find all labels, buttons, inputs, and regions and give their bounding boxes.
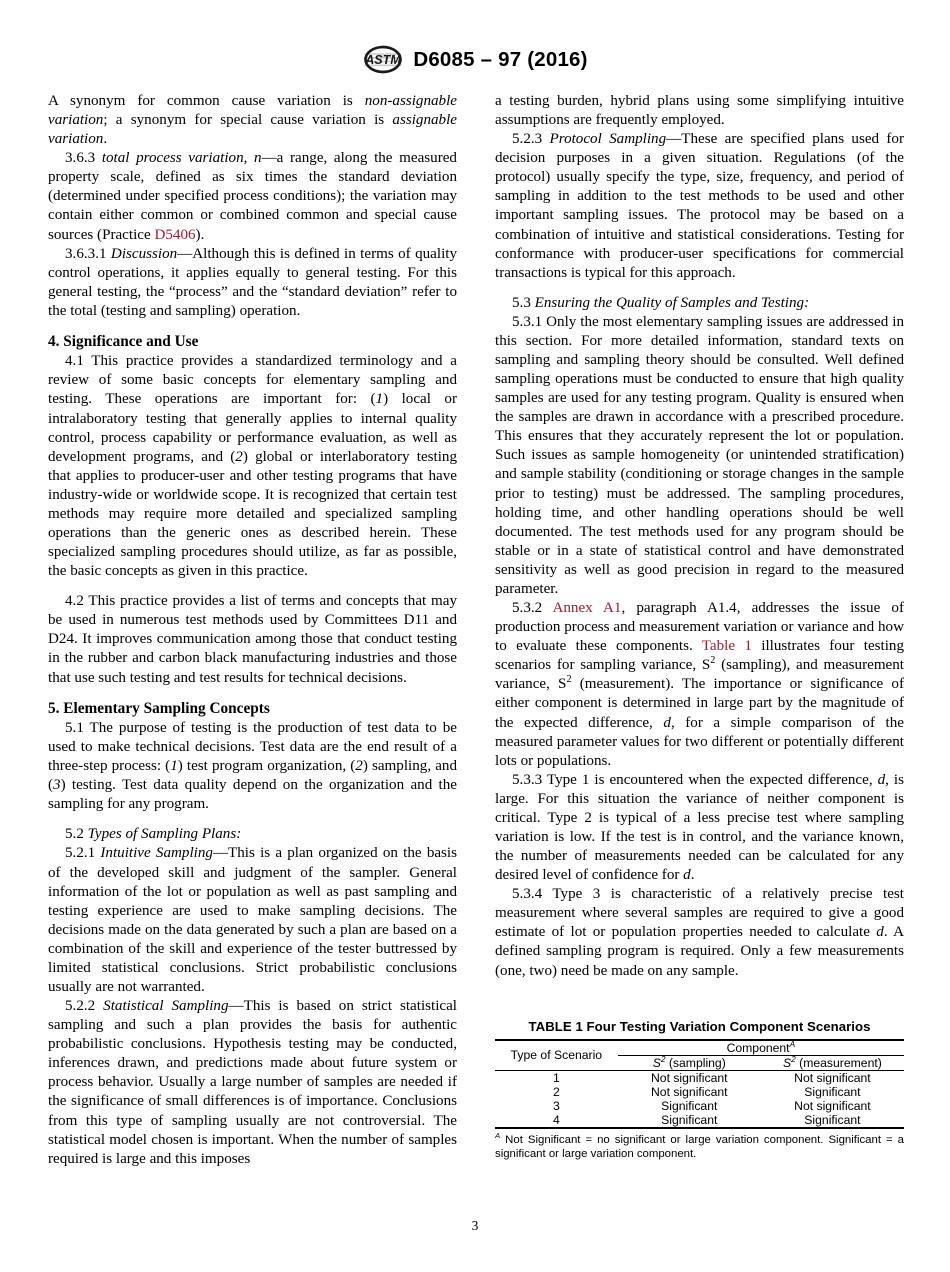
text-run: . [103, 131, 108, 148]
cell-measurement: Significant [804, 1084, 861, 1099]
text-run: 5.3.4 Type 3 is characteristic of a relatively precise test measurement where several samples are required to give a good estimate of lot or population properties needed to calculate [495, 886, 904, 941]
paragraph-synonym [48, 92, 457, 149]
paragraph-4-1 [48, 352, 457, 581]
clause-number: 5.2 [65, 826, 88, 843]
clause-number: 5.2.1 [65, 845, 101, 862]
text-run: 5.3.3 Type 1 is encountered when the expected difference, [512, 771, 878, 788]
cell-sampling: Not significant [650, 1084, 728, 1099]
enum-italic: 2 [355, 758, 363, 775]
superscript-2: 2 [791, 1053, 796, 1064]
heading-section-5: 5. Elementary Sampling Concepts [48, 699, 270, 717]
cell-sampling: Significant [618, 1113, 761, 1128]
text-run: , paragraph A1.4, addresses the issue of production process and measurement variation or variance and how to evaluate these components. [495, 600, 904, 655]
header-s2-sampling [618, 1055, 761, 1070]
term-italic: total process variation, n [101, 150, 262, 167]
cell-measurement: Significant [761, 1113, 904, 1128]
table-title: TABLE 1 Four Testing Variation Component Scenarios [528, 1018, 871, 1034]
header-s2-measurement [761, 1055, 904, 1070]
table-row [495, 1085, 904, 1099]
enum-italic: 2 [235, 448, 243, 465]
header-type-of-scenario: Type of Scenario [495, 1040, 618, 1071]
paragraph-4-2: 4.2 This practice provides a list of terms and concepts that may be used in numerous test methods used by Committees D11 and D24. It improves communication among those that conduct testing in the rubber and carbon black manufacturing industries and those that use such testing and test results for technical decisions. [48, 593, 457, 686]
heading-section-4: 4. Significance and Use [48, 332, 199, 350]
enum-italic: 1 [170, 758, 178, 775]
term-italic: Types of Sampling Plans: [87, 826, 242, 843]
paragraph-5-1 [48, 719, 457, 814]
page-number: 3 [471, 1218, 479, 1233]
text-run: ) test program organization, ( [177, 758, 356, 775]
paragraph-3-6-3 [48, 149, 457, 244]
footnote-marker-a: A [495, 1130, 501, 1140]
text-run: (measurement). The importance or significance of either component is determined in large part by the magnitude of the expected difference, [495, 676, 904, 731]
svg-text:ASTM: ASTM [365, 53, 402, 68]
cell-measurement: Not significant [794, 1098, 871, 1113]
text-run: —Although this is defined in terms of quality control operations, it applies equally to general testing. For this general testing, the “process” and the “standard deviation” refer to the total (testing and sampling) operation. [48, 245, 458, 319]
paragraph-5-2-3 [495, 130, 904, 283]
link-annex-a1[interactable]: Annex A1 [552, 600, 622, 617]
paragraph-5-3 [495, 294, 904, 313]
symbol-italic: d [877, 771, 886, 788]
table-footnote [495, 1130, 904, 1162]
paragraph-5-3-3 [495, 771, 904, 885]
table-variation-component-scenarios [495, 1039, 904, 1129]
text-run: ) testing. Test data quality depend on the organization and the sampling for any program. [48, 777, 457, 813]
paragraph-5-2 [48, 825, 457, 844]
text-run: . A defined sampling program is required. Only a few measurements (one, two) need be made on any sample. [495, 924, 904, 979]
right-column [495, 92, 904, 1169]
left-column [48, 92, 457, 1169]
text-run: 5.1 The purpose of testing is the production of test data to be used to make technical decisions. Test data are the end result of a three-step process: ( [48, 719, 457, 775]
link-d5406[interactable]: D5406 [154, 226, 196, 243]
term-italic: Discussion [110, 245, 178, 262]
paragraph-5-3-2 [495, 599, 904, 771]
clause-number: 3.6.3 [65, 150, 102, 167]
paragraph-3-6-3-1 [48, 245, 457, 321]
superscript: 2 [566, 674, 572, 686]
text-run: —This is based on strict statistical sampling and such a plan provides the basis for authentic probabilistic conclusions. Hypothesis testing may be conducted, inferences drawn, and predictions made about future system or process behavior. Usually a large number of samples are needed if the significance of small differences is of importance. Conclusions from this type of sampling usually are not controversial. The statistical model chosen is important. When the number of samples required is large and this imposes [48, 998, 458, 1167]
paragraph-5-2-2 [48, 997, 457, 1169]
text-run: , is large. For this situation the variance of neither component is critical. Type 2 is typical of a less precise test where sampling variation is low. If the test is in control, and the variance known, the number of measurements needed can be calculated for any desired level of confidence for [495, 771, 904, 884]
clause-number: 5.3 [512, 294, 535, 311]
cell-scenario: 4 [495, 1113, 618, 1128]
two-column-body [48, 92, 904, 1169]
text-run: —This is a plan organized on the basis of the developed skill and judgment of the sampler. General information of the lot or population as well as past sampling and testing experience are used to make sampling decisions. The decisions made on the data generated by such a plan are based on a combination of the skill and experience of the tester buttressed by limited statistical conclusions. Strict probabilistic conclusions usually are not warranted. [48, 845, 458, 995]
cell-measurement: Not significant [761, 1070, 904, 1085]
superscript-2: 2 [660, 1053, 666, 1064]
document-designation: D6085 – 97 (2016) [413, 47, 588, 71]
cell-sampling: Significant [661, 1098, 718, 1113]
text-run: —a range, along the measured property scale, defined as six times the standard deviation (determined under specified process conditions); the variation may contain either common or combined common and special cause sources (Practice [48, 150, 457, 243]
label-sampling: (sampling) [665, 1055, 726, 1070]
header-component-label: Component [726, 1040, 790, 1055]
link-table-1[interactable]: Table 1 [701, 638, 752, 655]
table-body [495, 1070, 904, 1128]
cell-scenario: 3 [552, 1098, 560, 1113]
footnote-text: Not Significant = no significant or large variation component. Significant = a significant or large variation component. [495, 1133, 904, 1161]
clause-number: 5.2.2 [65, 998, 104, 1015]
symbol-italic: d [663, 714, 671, 731]
text-run: ) global or interlaboratory testing that applies to producer-user and other testing programs that have industry-wide or worldwide scope. It is recognized that certain test methods may require more detailed and specialized sampling operations than the generic ones as described herein. These specialized sampling procedures should utilize, as far as possible, the basic concepts as given in this practice. [48, 448, 457, 580]
table-row [495, 1113, 904, 1128]
text-run: (sampling), and measurement variance, S [495, 657, 904, 693]
text-run: ) local or intralaboratory testing that generally applies to internal quality control, process capability or performance evaluation, as well as development programs, and ( [48, 391, 458, 465]
term-italic: Statistical Sampling [103, 998, 229, 1015]
table-row [495, 1099, 904, 1113]
term-italic: Ensuring the Quality of Samples and Testing: [534, 294, 810, 311]
text-run: A synonym for common cause variation is [48, 93, 365, 109]
table-1-block [495, 1019, 904, 1162]
clause-number: 3.6.3.1 [65, 245, 111, 262]
paragraph-5-3-4 [495, 885, 904, 980]
table-head [495, 1040, 904, 1071]
enum-italic: 1 [375, 391, 384, 408]
footnote-marker-a: A [789, 1038, 796, 1049]
text-run: ). [195, 226, 205, 243]
text-run: . [690, 867, 695, 884]
superscript: 2 [710, 655, 716, 667]
table-row [495, 1070, 904, 1085]
symbol-italic: d [876, 924, 884, 941]
term-italic: Protocol Sampling [549, 131, 667, 148]
clause-number: 5.3.2 [512, 600, 553, 617]
table-header-row-top [495, 1040, 904, 1056]
text-run: ; a synonym for special cause variation is [103, 112, 393, 129]
paragraph-5-3-1: 5.3.1 Only the most elementary sampling issues are addressed in this section. For more detailed information, standard texts on sampling and sampling theory should be consulted. Well defined sampling operations must be conducted to ensure that high quality samples are used for any testing program. Quality is ensured when the samples are drawn in accordance with a prescribed procedure. This ensures that they accurately represent the lot or population. Such issues as sample homogeneity (or unintended stratification) and sample stability (conditioning or storage changes in the sample prior to testing) must be addressed. The sampling procedures, holding time, and other handling operations should be well documented. The test methods used for any program should be stable or in a state of statistical control and have demonstrated sensitivity as well as good precision in regard to the measured parameter. [495, 313, 904, 597]
paragraph-5-2-1 [48, 844, 457, 997]
term-italic: Intuitive Sampling [100, 845, 213, 862]
symbol-italic: d [683, 867, 691, 884]
label-measurement: (measurement) [795, 1055, 882, 1070]
astm-logo [362, 44, 404, 75]
cell-scenario: 1 [495, 1070, 618, 1085]
text-run-italic: assignable variation [48, 112, 457, 148]
page-header [0, 44, 950, 75]
text-run: —These are specified plans used for decision purposes in a given situation. Regulations (of the protocol) usually specify the type, size, frequency, and period of sampling in addition to the test methods to be used and other important sampling issues. The protocol may be based on a combination of intuitive and statistical considerations. Testing for conformance with producer-user specifications for commercial transactions is typical for this approach. [495, 131, 904, 281]
text-run: , for a simple comparison of the measured parameter values for two different or potentially different lots or populations. [495, 714, 904, 769]
text-run: illustrates four testing scenarios for sampling variance, S [495, 638, 905, 674]
cell-scenario: 2 [552, 1084, 560, 1099]
paragraph-continuation: a testing burden, hybrid plans using some simplifying intuitive assumptions are frequently employed. [495, 93, 904, 129]
text-run: 4.1 This practice provides a standardized terminology and a review of some basic concepts for elementary sampling and testing. These operations are important for: ( [48, 353, 457, 408]
symbol-s: S [652, 1055, 661, 1070]
cell-sampling: Not significant [618, 1070, 761, 1085]
text-run-italic: non-assignable variation [48, 93, 457, 129]
text-run: ) sampling, and ( [48, 758, 457, 794]
enum-italic: 3 [53, 777, 61, 794]
clause-number: 5.2.3 [512, 131, 550, 148]
symbol-s: S [783, 1055, 792, 1070]
